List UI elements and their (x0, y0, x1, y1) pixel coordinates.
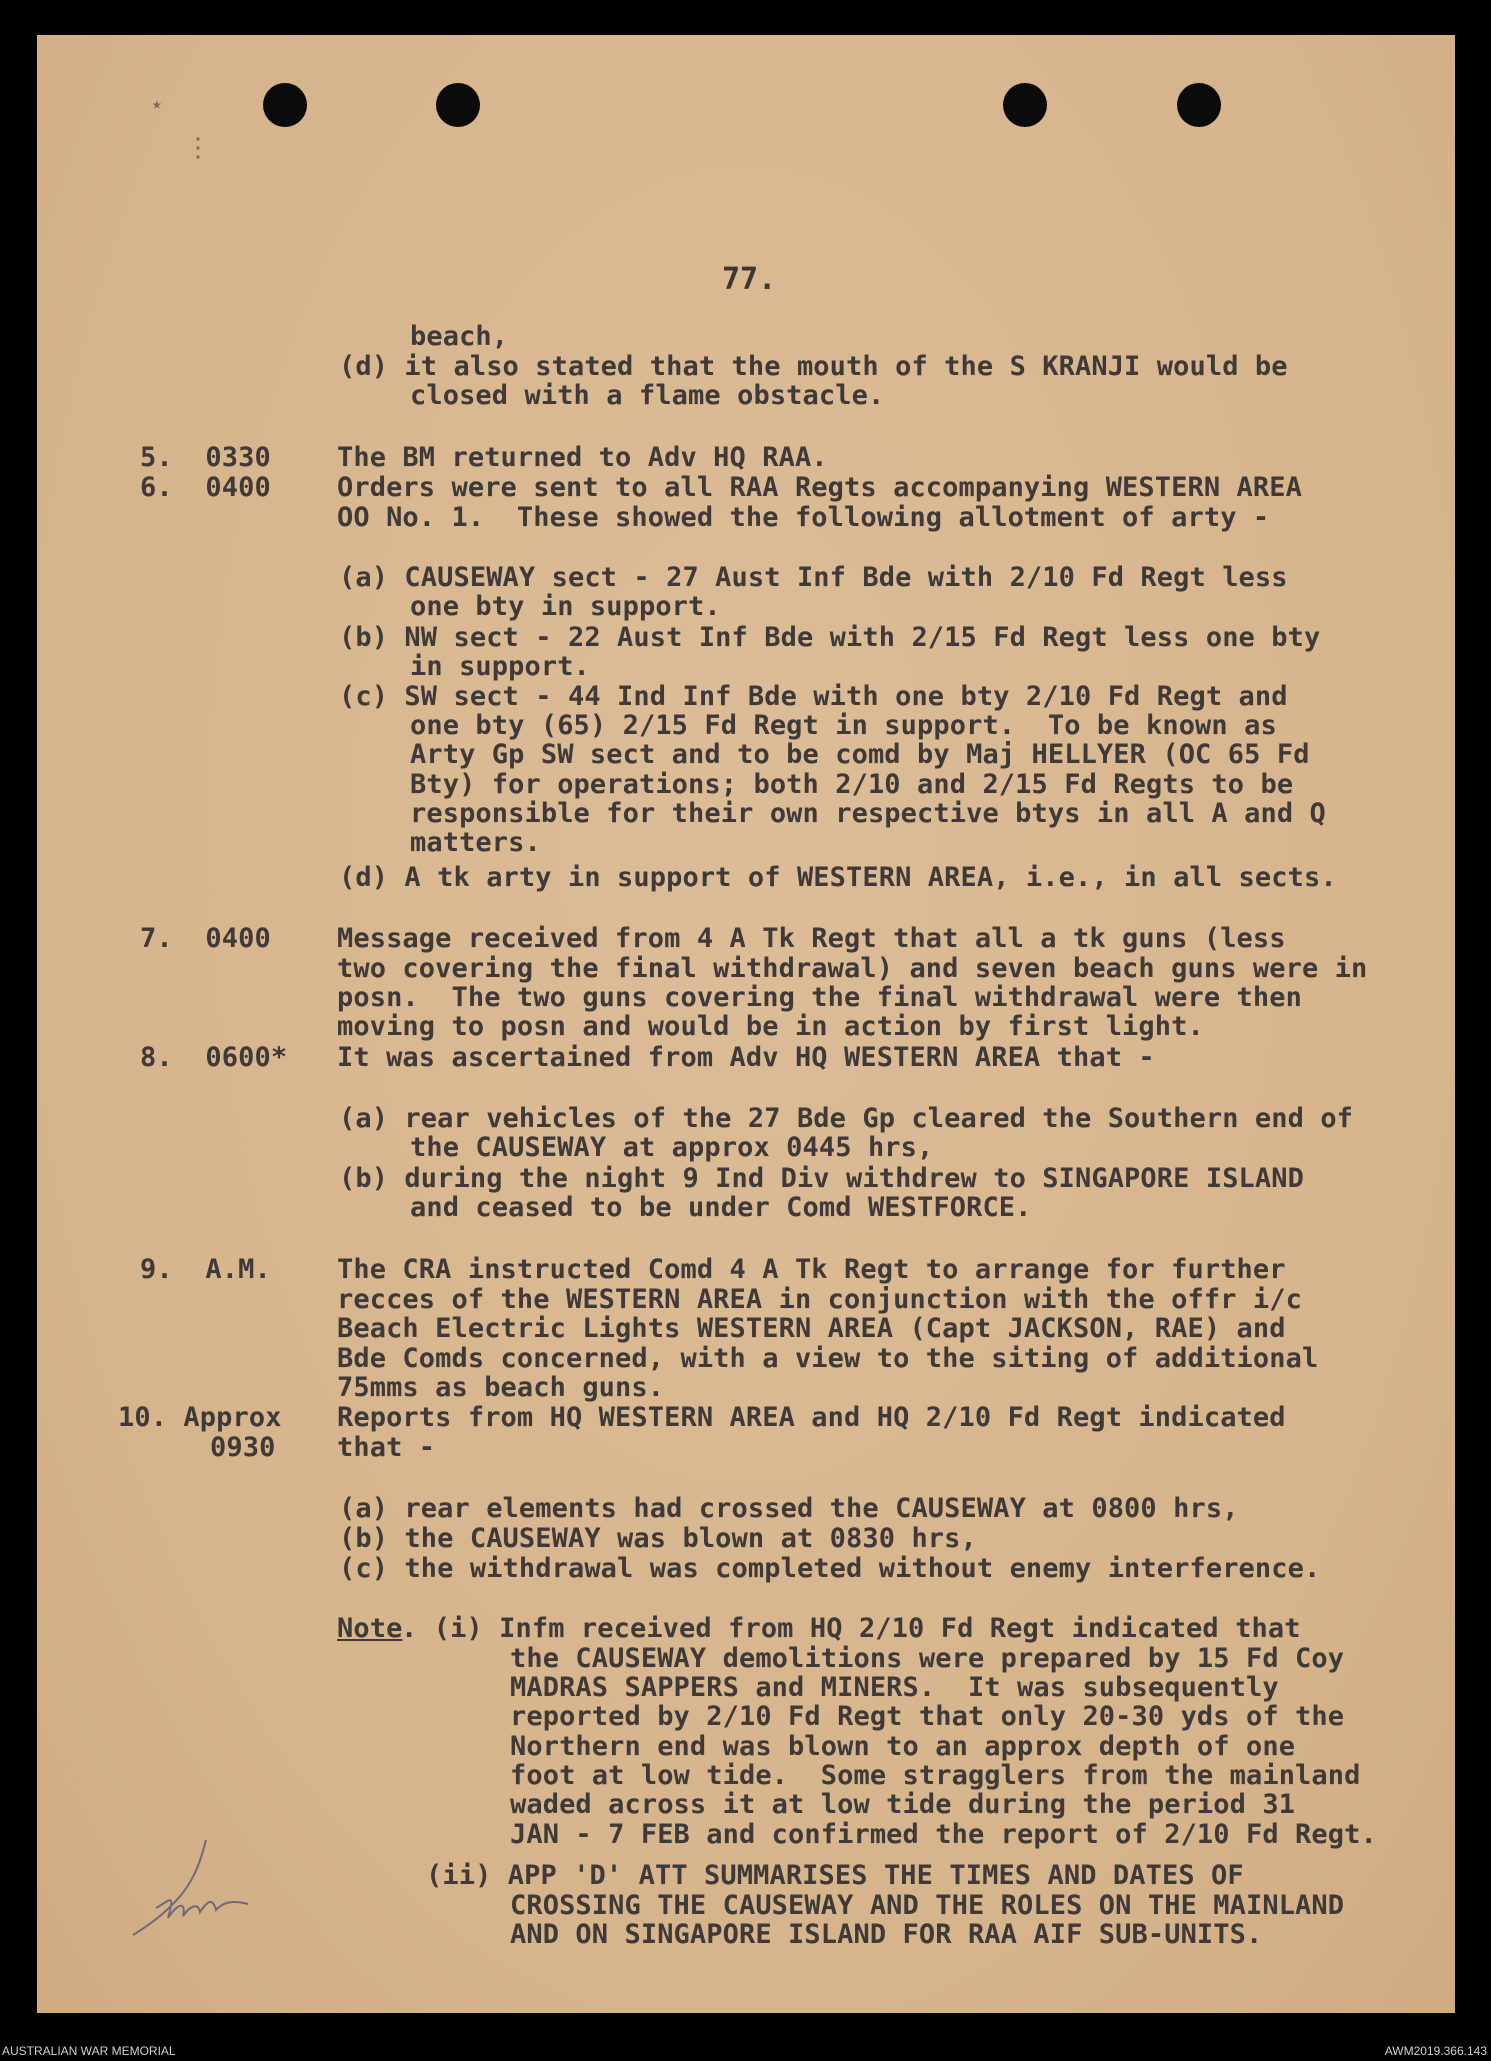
footer-right: AWM2019.366.143 (1384, 2044, 1487, 2058)
text-line: closed with a flame obstacle. (410, 380, 885, 411)
text-line: posn. The two guns covering the final withdrawal were then (337, 982, 1302, 1013)
text-line: foot at low tide. Some stragglers from the mainland (510, 1760, 1361, 1791)
text-line: Reports from HQ WESTERN AREA and HQ 2/10 Fd Regt indicated (337, 1402, 1286, 1433)
text-line: OO No. 1. These showed the following allotment of arty - (337, 502, 1270, 533)
text-line: 5. 0330 (140, 442, 271, 473)
text-line: one bty (65) 2/15 Fd Regt in support. To be known as (410, 710, 1277, 741)
text-line: It was ascertained from Adv HQ WESTERN AREA that - (337, 1042, 1155, 1073)
text-line: 9. A.M. (140, 1254, 271, 1285)
text-line: (b) NW sect - 22 Aust Inf Bde with 2/15 Fd Regt less one bty (339, 622, 1321, 653)
text-line: responsible for their own respective btys in all A and Q (410, 798, 1326, 829)
text-line: (a) CAUSEWAY sect - 27 Aust Inf Bde with 2/10 Fd Regt less (339, 562, 1288, 593)
text-line: one bty in support. (410, 591, 721, 622)
text-line: two covering the final withdrawal) and seven beach guns were in (337, 953, 1368, 984)
text-line: JAN - 7 FEB and confirmed the report of 2/10 Fd Regt. (510, 1819, 1377, 1850)
text-line: 0930 (210, 1432, 276, 1463)
text-line: (b) during the night 9 Ind Div withdrew to SINGAPORE ISLAND (339, 1163, 1304, 1194)
text-line: Note (337, 1613, 403, 1644)
text-line: Orders were sent to all RAA Regts accompanying WESTERN AREA (337, 472, 1302, 503)
punch-hole (1177, 83, 1221, 127)
text-line: (c) the withdrawal was completed without enemy interference. (339, 1553, 1321, 1584)
text-line: MADRAS SAPPERS and MINERS. It was subsequently (510, 1672, 1279, 1703)
text-line: (a) rear vehicles of the 27 Bde Gp cleared the Southern end of (339, 1103, 1354, 1134)
text-line: (c) SW sect - 44 Ind Inf Bde with one bty 2/10 Fd Regt and (339, 681, 1288, 712)
text-line: (b) the CAUSEWAY was blown at 0830 hrs, (339, 1523, 977, 1554)
text-line: Northern end was blown to an approx depth of one (510, 1731, 1296, 1762)
text-line: (a) rear elements had crossed the CAUSEWAY at 0800 hrs, (339, 1493, 1239, 1524)
text-line: AND ON SINGAPORE ISLAND FOR RAA AIF SUB-UNITS. (510, 1919, 1263, 1950)
text-line: waded across it at low tide during the period 31 (510, 1789, 1296, 1820)
punch-hole (1003, 83, 1047, 127)
text-line: Bty) for operations; both 2/10 and 2/15 Fd Regts to be (410, 769, 1294, 800)
paper-mark: ⋆ (149, 91, 165, 121)
punch-hole (436, 83, 480, 127)
handwritten-initials (128, 1830, 278, 1940)
text-line: The CRA instructed Comd 4 A Tk Regt to arrange for further (337, 1254, 1286, 1285)
text-line: 10. Approx (118, 1402, 282, 1433)
text-line: . (i) Infm received from HQ 2/10 Fd Regt indicated that (401, 1613, 1301, 1644)
text-line: Message received from 4 A Tk Regt that all a tk guns (less (337, 923, 1286, 954)
text-line: Beach Electric Lights WESTERN AREA (Capt JACKSON, RAE) and (337, 1313, 1286, 1344)
text-line: the CAUSEWAY demolitions were prepared by 15 Fd Coy (510, 1643, 1345, 1674)
text-line: Bde Comds concerned, with a view to the siting of additional (337, 1343, 1319, 1374)
text-line: (d) it also stated that the mouth of the S KRANJI would be (339, 351, 1288, 382)
text-line: matters. (410, 827, 541, 858)
text-line: 7. 0400 (140, 923, 271, 954)
text-line: (ii) APP 'D' ATT SUMMARISES THE TIMES AND DATES OF (426, 1860, 1244, 1891)
text-line: the CAUSEWAY at approx 0445 hrs, (410, 1132, 934, 1163)
footer-left: AUSTRALIAN WAR MEMORIAL (2, 2044, 176, 2058)
text-line: The BM returned to Adv HQ RAA. (337, 442, 828, 473)
text-line: beach, (410, 321, 509, 352)
text-line: reported by 2/10 Fd Regt that only 20-30 yds of the (510, 1701, 1345, 1732)
text-line: CROSSING THE CAUSEWAY AND THE ROLES ON THE MAINLAND (510, 1890, 1345, 1921)
text-line: moving to posn and would be in action by first light. (337, 1011, 1204, 1042)
paper-mark: ⋮ (185, 133, 211, 163)
text-line: that - (337, 1432, 436, 1463)
text-line: 75mms as beach guns. (337, 1372, 665, 1403)
text-line: in support. (410, 651, 590, 682)
punch-hole (263, 83, 307, 127)
text-line: 8. 0600* (140, 1042, 288, 1073)
text-line: (d) A tk arty in support of WESTERN AREA, i.e., in all sects. (339, 862, 1337, 893)
text-line: recces of the WESTERN AREA in conjunction with the offr i/c (337, 1284, 1302, 1315)
text-line: Arty Gp SW sect and to be comd by Maj HELLYER (OC 65 Fd (410, 739, 1310, 770)
text-line: 6. 0400 (140, 472, 271, 503)
text-line: and ceased to be under Comd WESTFORCE. (410, 1192, 1032, 1223)
page-number: 77. (722, 262, 777, 297)
